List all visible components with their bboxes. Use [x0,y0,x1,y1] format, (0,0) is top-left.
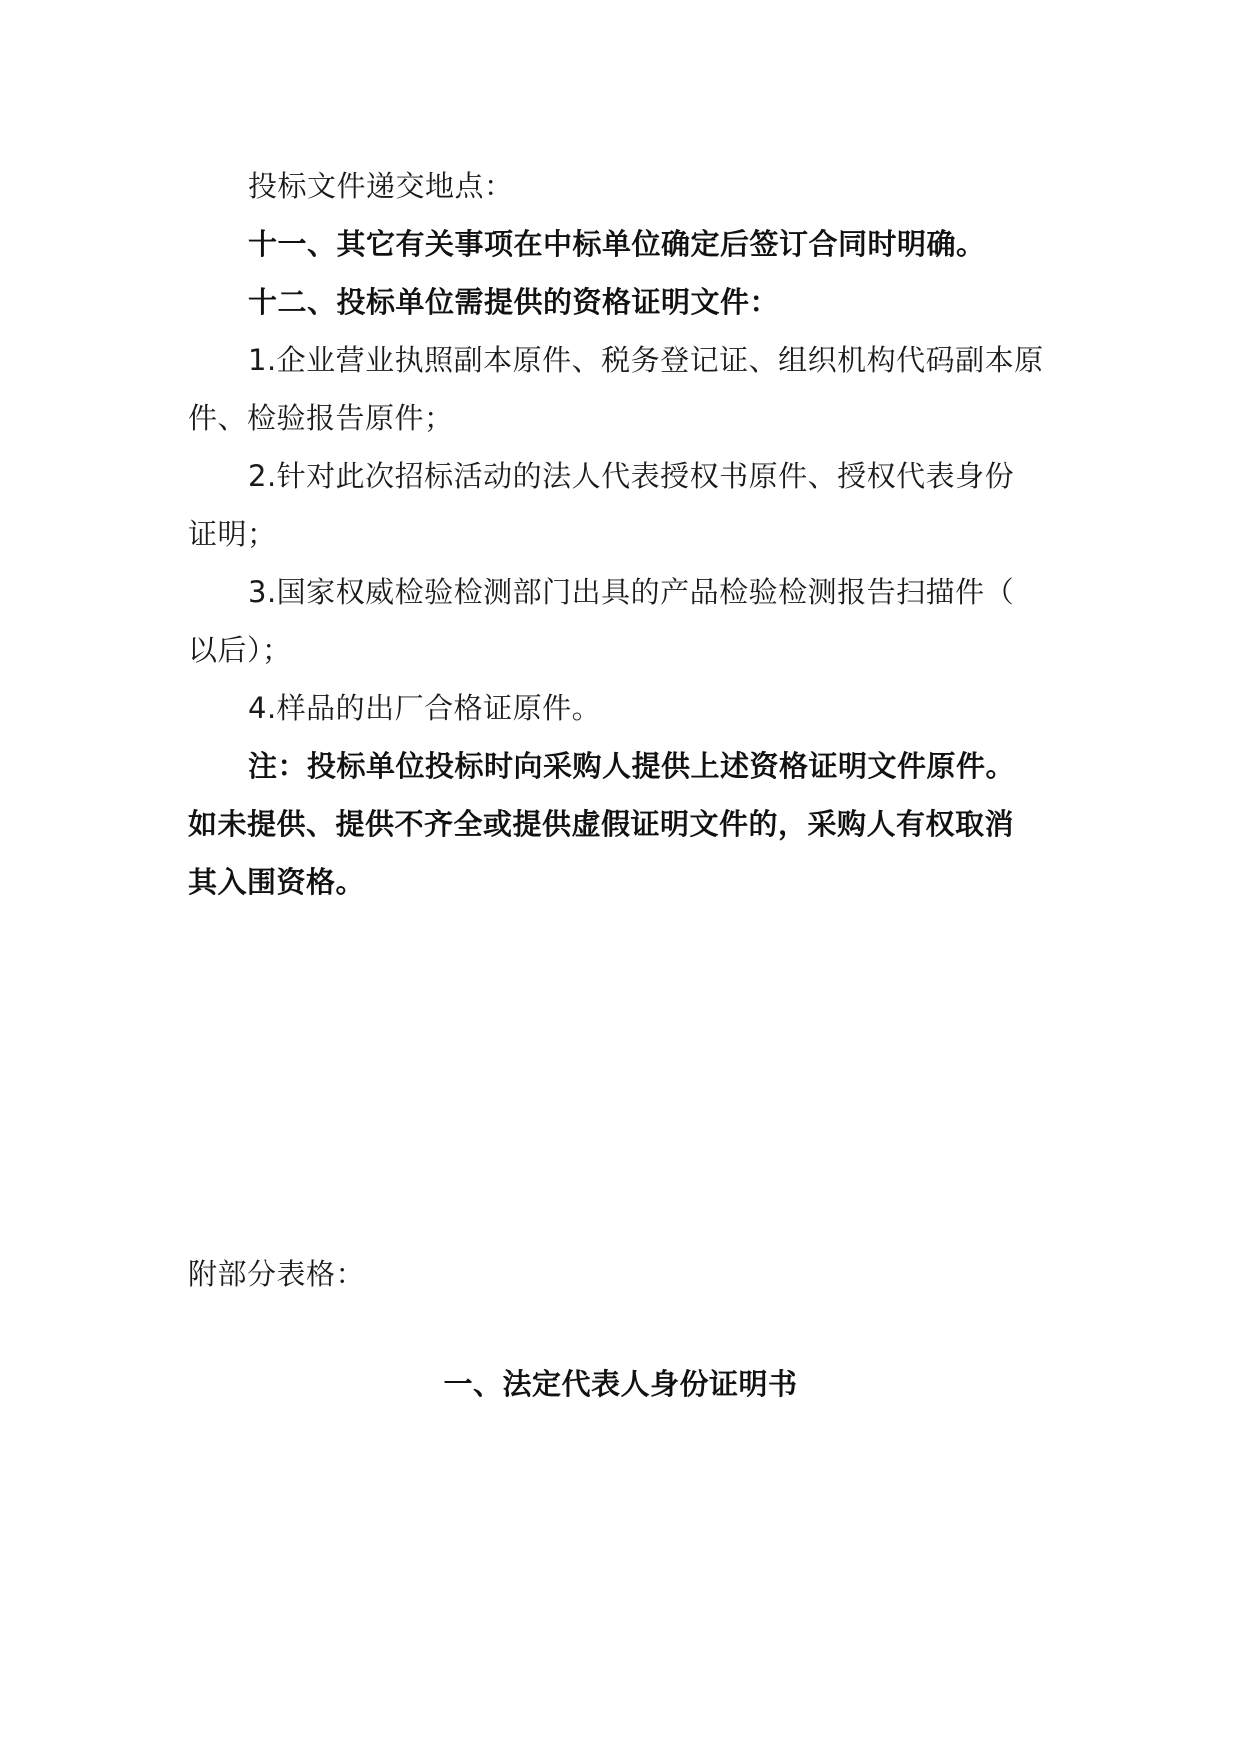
item-12-heading: 十二、投标单位需提供的资格证明文件： [248,285,780,319]
submit-location-line: 投标文件递交地点： [248,169,514,203]
requirement-4-line: 4.样品的出厂合格证原件。 [248,691,602,725]
note-line-3: 其入围资格。 [188,865,366,899]
section-title: 一、法定代表人身份证明书 [443,1367,798,1401]
requirement-1-line-1: 1.企业营业执照副本原件、税务登记证、组织机构代码副本原 [248,343,1044,377]
requirement-3-line-2: 以后）； [188,633,292,667]
requirement-1-line-2: 件、检验报告原件； [188,401,454,435]
note-line-1: 注：投标单位投标时向采购人提供上述资格证明文件原件。 [248,749,1016,783]
note-line-2: 如未提供、提供不齐全或提供虚假证明文件的，采购人有权取消 [188,807,1015,841]
requirement-3-line-1: 3.国家权威检验检测部门出具的产品检验检测报告扫描件（ [248,575,1015,609]
requirement-2-line-1: 2.针对此次招标活动的法人代表授权书原件、授权代表身份 [248,459,1015,493]
appendix-label: 附部分表格： [188,1257,366,1291]
item-11-heading: 十一、其它有关事项在中标单位确定后签订合同时明确。 [248,227,986,261]
requirement-2-line-2: 证明； [188,517,277,551]
